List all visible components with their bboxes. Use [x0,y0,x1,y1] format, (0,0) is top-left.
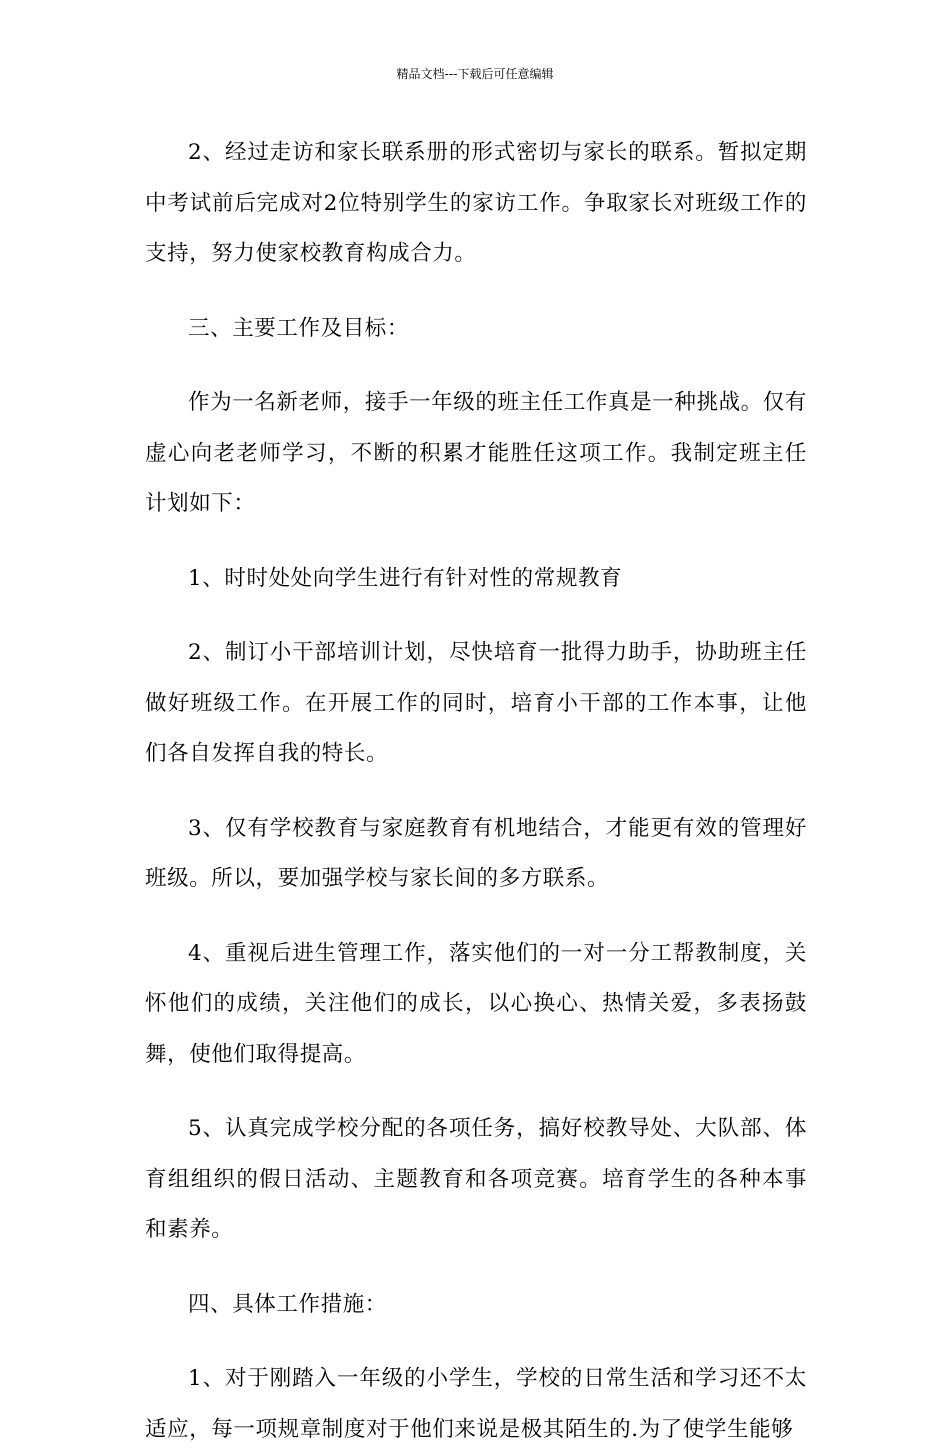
page-header: 精品文档---下载后可任意编辑 [396,67,554,81]
section-heading-goals: 三、主要工作及目标： [188,315,410,341]
document-body [145,128,807,1455]
paragraph-intro: 作为一名新老师，接手一年级的班主任工作真是一种挑战。仅有虚心向老老师学习，不断的积累才能胜任这项工作。我制定班主任计划如下： [145,390,807,516]
goal-item-3: 3、仅有学校教育与家庭教育有机地结合，才能更有效的管理好班级。所以，要加强学校与家长间的多方联系。 [145,815,807,891]
section-heading-measures: 四、具体工作措施： [188,1291,387,1317]
measure-item-1: 1、对于刚踏入一年级的小学生，学校的日常生活和学习还不太适应，每一项规章制度对于他们来说是极其陌生的.为了使学生能够 [145,1366,807,1442]
goal-item-5: 5、认真完成学校分配的各项任务，搞好校教导处、大队部、体育组组织的假日活动、主题教育和各项竞赛。培育学生的各种本事和素养。 [145,1116,807,1242]
goal-item-1: 1、时时处处向学生进行有针对性的常规教育 [188,565,623,591]
goal-item-4: 4、重视后进生管理工作，落实他们的一对一分工帮教制度，关怀他们的成绩，关注他们的成长，以心换心、热情关爱，多表扬鼓舞，使他们取得提高。 [145,940,807,1067]
goal-item-2: 2、制订小干部培训计划，尽快培育一批得力助手，协助班主任做好班级工作。在开展工作的同时，培育小干部的工作本事，让他们各自发挥自我的特长。 [145,640,807,766]
paragraph-parent-contact: 2、经过走访和家长联系册的形式密切与家长的联系。暂拟定期中考试前后完成对2位特别学生的家访工作。争取家长对班级工作的支持，努力使家校教育构成合力。 [145,140,807,266]
